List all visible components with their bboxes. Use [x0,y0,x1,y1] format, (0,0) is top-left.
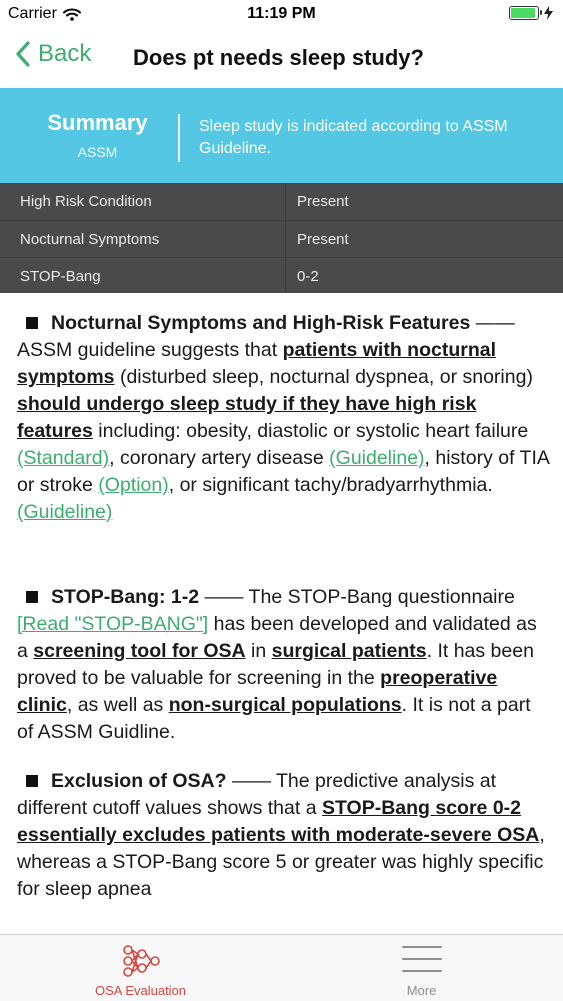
text-run: —— The predictive analysis at different cutoff values shows that a [17,770,497,819]
section-stop-bang [17,584,549,746]
summary-banner [0,88,563,183]
section-spacer [17,526,549,562]
section-paragraph [17,768,549,903]
tab-more[interactable] [281,935,562,1001]
text-run: —— ASSM guideline suggests that [17,312,515,361]
text-run: , coronary artery disease [109,447,330,469]
text-run: (disturbed sleep, nocturnal dyspnea, or snoring) [114,366,533,388]
text-run: , history of TIA or stroke [17,447,549,496]
tab-label: OSA Evaluation [94,983,187,998]
menu-icon [401,943,443,975]
option-link[interactable]: (Option) [98,474,169,496]
content-area[interactable] [17,310,549,925]
emphasis-text: preoperative clinic [17,667,498,716]
emphasis-text: surgical patients [271,640,427,662]
back-button[interactable] [16,40,91,68]
tab-label: More [406,983,437,998]
summary-header [0,110,195,160]
text-run: including: obesity, diastolic or systolic heart failure [92,420,529,442]
section-nocturnal [17,310,549,562]
square-bullet-icon [26,591,38,603]
text-run: . It is not a part of ASSM Guidline. [17,694,531,743]
status-time: 11:19 PM [247,5,316,22]
table-row [0,183,563,221]
square-bullet-icon [26,317,38,329]
standard-link[interactable]: (Standard) [17,447,110,469]
text-run: , as well as [66,694,169,716]
row-label: High Risk Condition [20,193,152,210]
emphasis-text: should undergo sleep study if they have high risk features [17,393,477,442]
row-value: Present [297,193,349,210]
emphasis-text: screening tool for OSA [33,640,246,662]
row-label: Nocturnal Symptoms [20,230,160,248]
section-paragraph [17,310,549,526]
chevron-left-icon [16,41,30,67]
row-value: Present [297,230,349,248]
summary-title: Summary [47,110,148,135]
row-label: STOP-Bang [20,268,101,286]
network-icon [120,943,162,979]
status-bar [0,0,563,30]
risk-table [0,183,563,293]
tab-osa-evaluation[interactable] [0,935,281,1001]
text-run: —— The STOP-Bang questionnaire [199,586,515,608]
nav-bar [0,30,563,88]
section-heading: Exclusion of OSA? [51,770,227,792]
back-label: Back [38,40,92,67]
text-run: has been developed and validated as a [17,613,537,662]
section-paragraph [17,584,549,746]
guideline-link[interactable]: (Guideline) [17,501,113,523]
table-row [0,221,563,259]
row-value: 0-2 [297,268,319,286]
summary-divider [178,114,180,162]
emphasis-text: non-surgical populations [168,694,402,716]
square-bullet-icon [26,775,38,787]
read-stop-bang-link[interactable]: [Read "STOP-BANG"] [17,613,209,635]
text-run: , or significant tachy/bradyarrhythmia. [168,474,493,496]
battery-icon [509,6,539,20]
charging-icon [544,6,553,20]
carrier-label: Carrier [8,5,57,22]
text-run: . It has been proved to be valuable for screening in the [17,640,534,689]
guideline-link[interactable]: (Guideline) [329,447,425,469]
section-heading: Nocturnal Symptoms and High-Risk Features [51,312,471,334]
text-run: in [245,640,272,662]
tab-bar [0,934,563,1001]
emphasis-text: STOP-Bang score 0-2 essentially excludes patients with moderate-severe OSA [17,797,540,846]
summary-subtitle: ASSM [77,144,118,160]
summary-text: Sleep study is indicated according to ASSM Guideline. [199,118,508,157]
battery-group [509,6,553,20]
section-exclusion [17,768,549,903]
text-run: , whereas a STOP-Bang score 5 or greater was highly specific for sleep apnea [17,824,545,900]
page-title: Does pt needs sleep study? [133,45,424,70]
section-heading: STOP-Bang: 1-2 [51,586,200,608]
table-row [0,258,563,295]
emphasis-text: patients with nocturnal symptoms [17,339,497,388]
